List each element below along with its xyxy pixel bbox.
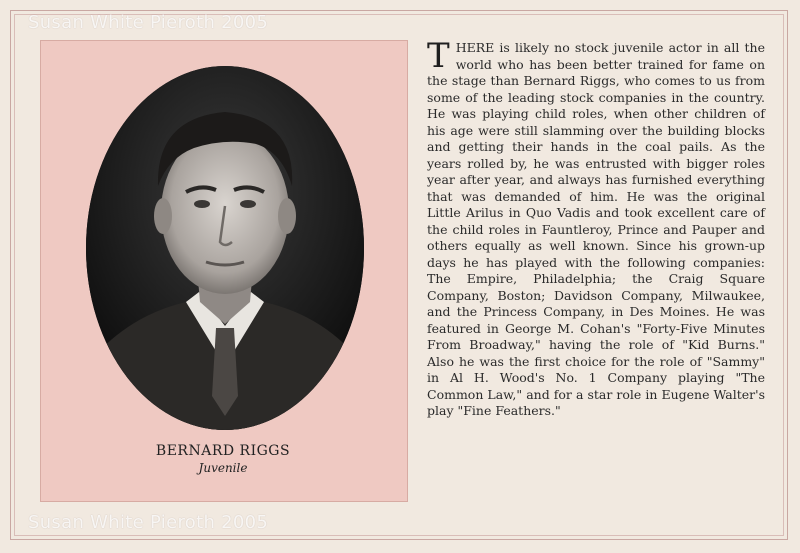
biography-text bbox=[427, 36, 765, 420]
portrait-photo bbox=[86, 66, 364, 430]
watermark-bottom: Susan White Pieroth 2005 bbox=[28, 512, 269, 533]
caption-name: BERNARD RIGGS bbox=[155, 443, 291, 459]
caption-role: Juvenile bbox=[198, 461, 248, 475]
drop-cap: T bbox=[427, 36, 450, 76]
portrait-illustration bbox=[86, 66, 364, 430]
article-body: HERE is likely no stock juvenile actor in all the world who has been better trained for fame on the stage than Bernard Riggs, who comes to us from some of the leading stock companies in the country. He was playing child roles, when other children of his age were still slamming over the building blocks and getting their hands in the coal pails. As the years rolled by, he was entrusted with bigger roles year after year, and always has furnished everything that was demanded of him. He was the original Little Arilus in Quo Vadis and took excellent care of the child roles in Fauntleroy, Prince and Pauper and others equally as well known. Since his grown-up days he has played with the following companies: The Empire, Philadelphia; the Craig Square Company, Boston; Davidson Company, Milwaukee, and the Princess Company, in Des Moines. He was featured in George M. Cohan's "Forty-Five Minutes From Broadway," having the role of "Kid Burns." Also he was the first choice for the role of "Sammy" in Al H. Wood's No. 1 Company playing "The Common Law," and for a star role in Eugene Walter's play "Fine Feathers." bbox=[427, 40, 765, 418]
watermark-top: Susan White Pieroth 2005 bbox=[28, 12, 269, 33]
